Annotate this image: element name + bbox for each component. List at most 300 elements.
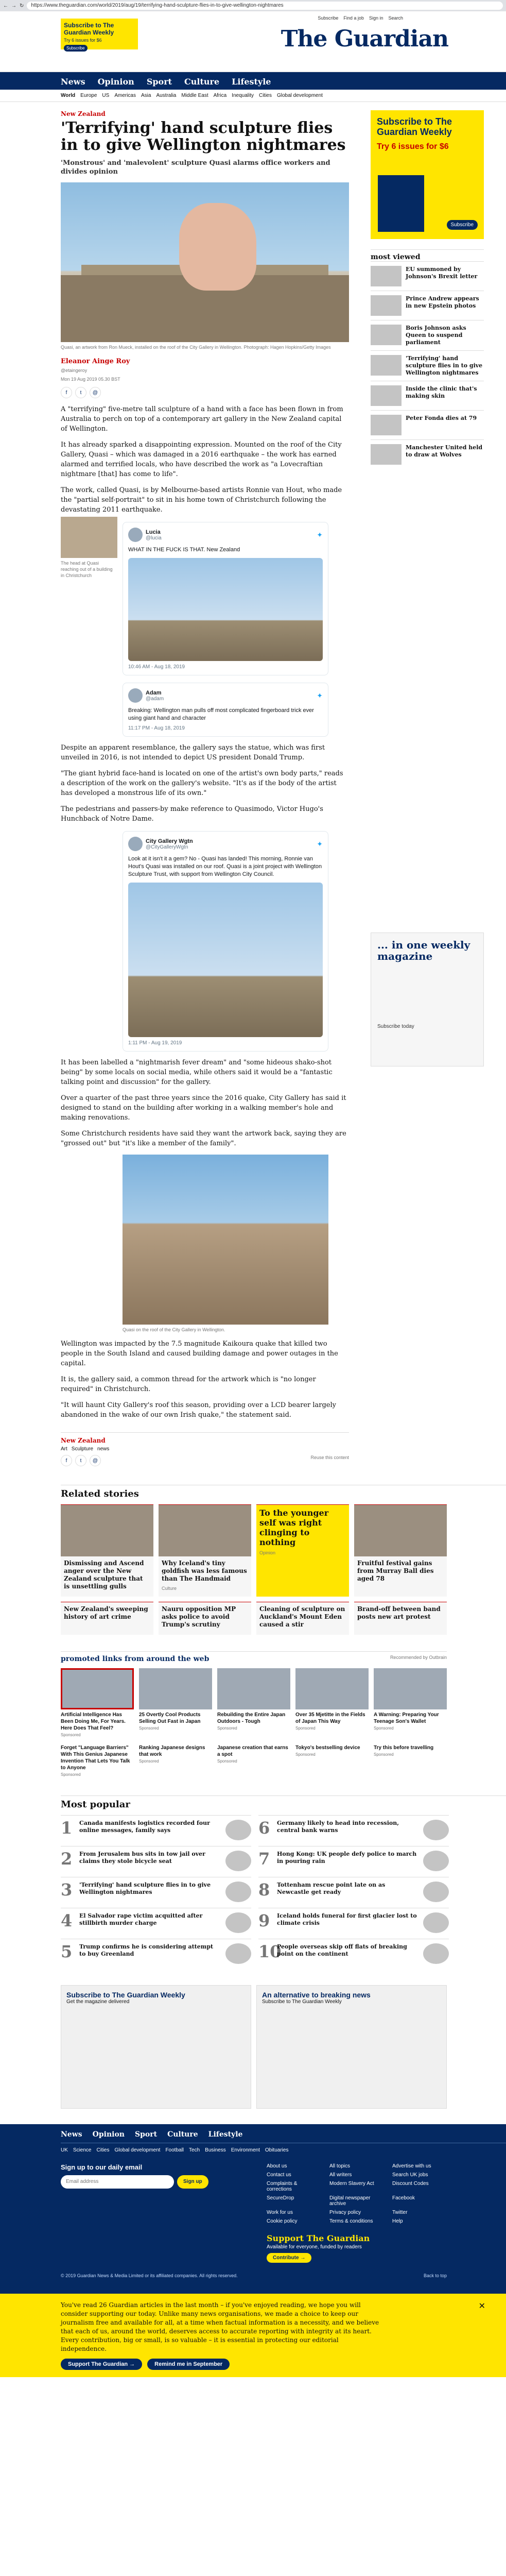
list-item[interactable]: [61, 1939, 251, 1970]
email-field[interactable]: Email address: [61, 2175, 174, 2189]
paragraph: Over a quarter of the past three years since the 2016 quake, City Gallery has said it designed to stand on the building after working in a walking member's hole and making renovations.: [61, 1094, 346, 1122]
card-title: Ranking Japanese designs that work: [139, 1745, 205, 1757]
tweet-header: [128, 528, 323, 542]
hero-hand-sculpture: [179, 203, 256, 291]
card-section: Culture: [162, 1586, 177, 1591]
promoted-card[interactable]: [295, 1742, 369, 1777]
tweet-author: City Gallery Wgtn: [146, 838, 193, 844]
facebook-icon[interactable]: f: [61, 387, 72, 398]
footer-link[interactable]: All writers: [329, 2172, 352, 2178]
thumbnail: [371, 295, 402, 316]
list-item[interactable]: [258, 1846, 449, 1877]
card-source: Sponsored: [374, 1752, 394, 1757]
support-button[interactable]: Support The Guardian →: [61, 2359, 142, 2370]
reload-icon[interactable]: ↻: [20, 3, 24, 9]
thumbnail: [423, 1820, 449, 1840]
outbrain-label[interactable]: Recommended by Outbrain: [390, 1655, 447, 1660]
footer-subnav: [61, 2147, 506, 2153]
reuse-link[interactable]: Reuse this content: [310, 1455, 349, 1460]
list-item-title: Hong Kong: UK people defy police to march in pouring rain: [277, 1851, 417, 1865]
paragraph: It has been labelled a "nightmarish fever dream" and "some hideous shako-shot being" by some locals on social media, while others said it would be a "fantastic talking point and discussion" for the gallery.: [61, 1059, 333, 1086]
embedded-tweet[interactable]: [123, 522, 328, 675]
tweet-image: [128, 883, 323, 1037]
footer-pillar-culture[interactable]: Culture: [167, 2130, 198, 2139]
card-source: Sponsored: [139, 1759, 159, 1764]
pillar-lifestyle[interactable]: Lifestyle: [232, 77, 271, 87]
byline[interactable]: Eleanor Ainge Roy: [61, 358, 130, 365]
most-viewed-title: most viewed: [371, 249, 484, 261]
ad-title: Subscribe to The Guardian Weekly: [66, 1991, 185, 1999]
article-body: [61, 404, 349, 1420]
support-subtitle: Available for everyone, funded by readers: [267, 2244, 362, 2250]
facebook-icon[interactable]: f: [61, 1455, 72, 1466]
tweet-handle: @lucia: [146, 535, 162, 541]
story-card[interactable]: [354, 1504, 447, 1597]
promo-subscribe-button[interactable]: Subscribe: [64, 45, 88, 52]
list-item[interactable]: [371, 261, 484, 291]
card-source: Sponsored: [139, 1726, 159, 1731]
tweet-image: [128, 558, 323, 661]
paragraph: It is, the gallery said, a common thread for the artwork which is "no longer required" in Christchurch.: [61, 1376, 316, 1393]
list-item-title: Tottenham rescue point late on as Newcastle get ready: [277, 1882, 386, 1895]
footer: [0, 2124, 506, 2294]
topic-list: [61, 1446, 349, 1452]
email-icon[interactable]: @: [90, 1455, 101, 1466]
list-item-title: Prince Andrew appears in new Epstein photos: [406, 295, 479, 309]
email-signup: [61, 2163, 256, 2224]
bottom-ad-alt[interactable]: [256, 1985, 447, 2109]
paragraph: "It will haunt City Gallery's roof this season, providing over a LCD bearer largely abandoned in the wake of our own Irish quake," the statement said.: [61, 1401, 336, 1419]
card-source: Sponsored: [61, 1733, 81, 1737]
promoted-card[interactable]: [374, 1668, 447, 1737]
photo-image: [123, 1155, 328, 1325]
card-title: Why Iceland's tiny goldfish was less famous than The Handmaid: [162, 1560, 247, 1582]
subnav-cities[interactable]: Cities: [258, 93, 272, 98]
list-item-title: People overseas skip off flats of breaking point on the continent: [277, 1943, 407, 1957]
pillar-culture[interactable]: Culture: [184, 77, 220, 87]
footer-link[interactable]: SecureDrop: [267, 2195, 294, 2201]
tweet-handle: @adam: [146, 696, 164, 702]
sub-nav: [0, 90, 506, 102]
rank-number: 5: [61, 1942, 73, 1961]
footer-link[interactable]: Search UK jobs: [392, 2172, 428, 2178]
twitter-icon[interactable]: t: [75, 1455, 86, 1466]
paragraph: "The giant hybrid face-hand is located on one of the artist's own body parts," reads a description of the work on the gallery's website. "It's as if the body of the artist has developed a monstrous life of its own.": [61, 770, 343, 797]
tweet-timestamp: 11:17 PM - Aug 18, 2019: [128, 725, 185, 731]
list-item-title: Boris Johnson asks Queen to suspend parliament: [406, 325, 466, 346]
thumbnail: [371, 355, 402, 376]
tweet-text: Breaking: Wellington man pulls off most complicated fingerboard trick ever using giant hand and character: [128, 707, 314, 721]
inline-caption: The head at Quasi reaching out of a building in Christchurch: [61, 561, 113, 578]
topics: [61, 1432, 349, 1466]
rank-number: 4: [61, 1911, 73, 1930]
promoted-grid-2: [61, 1742, 506, 1777]
card-source: Sponsored: [374, 1726, 394, 1731]
promoted-card[interactable]: [217, 1742, 290, 1777]
story-card[interactable]: [61, 1504, 153, 1597]
article-headline: 'Terrifying' hand sculpture flies in to give Wellington nightmares: [61, 119, 346, 154]
forward-icon[interactable]: →: [11, 3, 16, 9]
thumbnail: [371, 444, 402, 465]
pillar-sport[interactable]: Sport: [146, 77, 172, 87]
list-item[interactable]: [258, 1877, 449, 1908]
thumbnail: [423, 1882, 449, 1902]
inline-photo: [61, 517, 117, 558]
pillar-nav: [0, 72, 506, 90]
pillar-opinion[interactable]: Opinion: [97, 77, 134, 87]
card-title: Tokyo's bestselling device: [295, 1745, 360, 1751]
twitter-icon[interactable]: t: [75, 387, 86, 398]
card-image: [139, 1668, 212, 1709]
promoted-card[interactable]: [61, 1742, 134, 1777]
story-card[interactable]: [159, 1504, 251, 1597]
share-bar: [61, 387, 349, 398]
paragraph: The pedestrians and passers-by make reference to Quasimodo, Victor Hugo's Hunchback of Notre Dame.: [61, 805, 323, 823]
footer-sub-link[interactable]: Business: [205, 2147, 226, 2153]
footer-sub-link[interactable]: Obituaries: [265, 2147, 289, 2153]
footer-sub-link[interactable]: UK: [61, 2147, 68, 2153]
list-item[interactable]: [371, 350, 484, 381]
subnav-middle-east[interactable]: Middle East: [181, 93, 208, 98]
footer-link[interactable]: Complaints & corrections: [267, 2181, 298, 2192]
card-title: Fruitful festival gains from Murray Ball dies aged 78: [357, 1560, 434, 1582]
epic-text: You've read 26 Guardian articles in the last month – if you've enjoyed reading, we hope you will consider supporting our today. Unlike many news organisations, we made a choice to keep our journalism free and available for all, at a time when factual information is a necessity, and we believe that each of us, around the world, deserves access to accurate reporting with integrity at its heart. Every contribution, big or small, is so valuable – it is essential in protecting our editorial independence.: [61, 2301, 379, 2352]
article-standfirst: 'Monstrous' and 'malevolent' sculpture Quasi alarms office workers and divides opinion: [61, 159, 330, 176]
list-item-title: From Jerusalem bus sits in tow jail over claims they stole bicycle seat: [79, 1851, 205, 1865]
subnav-europe[interactable]: Europe: [80, 93, 97, 98]
subnav-us[interactable]: US: [102, 93, 110, 98]
footer-signup-row: [61, 2163, 506, 2224]
card-title: Japanese creation that earns a spot: [217, 1745, 288, 1757]
footer-link[interactable]: Help: [392, 2218, 403, 2224]
paragraph: It has already sparked a disappointing expression. Mounted on the roof of the City Gallery, Quasi – which was damaged in a 2016 earthquake – the work has earned alarmed and terrified locals, who have described the work as "a Lovecraftian nightmare [that] has come to life".: [61, 441, 342, 478]
footer-sub-link[interactable]: Cities: [96, 2147, 110, 2153]
card-image: [295, 1668, 369, 1709]
footer-link[interactable]: Modern Slavery Act: [329, 2181, 374, 2187]
footer-pillars: [61, 2130, 506, 2143]
thumbnail: [423, 1943, 449, 1964]
ad-subscribe-button[interactable]: Subscribe: [447, 220, 478, 230]
topic-news[interactable]: news: [97, 1446, 110, 1452]
ad-title: Subscribe to The Guardian Weekly: [377, 116, 452, 137]
list-item-title: Iceland holds funeral for first glacier lost to climate crisis: [277, 1912, 417, 1926]
footer-link[interactable]: Advertise with us: [392, 2163, 431, 2169]
thumbnail: [423, 1912, 449, 1933]
topic-sculpture[interactable]: Sculpture: [71, 1446, 94, 1452]
rank-number: 2: [61, 1849, 73, 1869]
promo-title: Subscribe to The Guardian Weekly: [64, 22, 114, 36]
tweet-author: Lucia: [146, 529, 161, 535]
card-source: Sponsored: [217, 1759, 237, 1764]
card-image: [217, 1668, 290, 1709]
card-title: Artificial Intelligence Has Been Doing Me, For Years. Here Does That Feel?: [61, 1712, 126, 1731]
related-title: Related stories: [61, 1485, 506, 1499]
byline-handle[interactable]: @etaingeroy: [61, 368, 88, 373]
epic-buttons: [61, 2359, 506, 2370]
related-stories: [0, 1485, 506, 1635]
close-icon[interactable]: ✕: [478, 2301, 485, 2311]
card-title: A Warning: Preparing Your Teenage Son's Wallet: [374, 1712, 439, 1724]
browser-bar: [0, 0, 506, 11]
subnav-world[interactable]: World: [61, 93, 76, 98]
footer-link[interactable]: About us: [267, 2163, 287, 2169]
twitter-bird-icon: ✦: [317, 839, 323, 848]
subnav-asia[interactable]: Asia: [141, 93, 151, 98]
card-title: Nauru opposition MP asks police to avoid Trump's scrutiny: [162, 1605, 236, 1628]
subnav-inequality[interactable]: Inequality: [232, 93, 254, 98]
rank-number: 6: [258, 1818, 270, 1838]
footer-pillar-news[interactable]: News: [61, 2130, 82, 2139]
promoted-card[interactable]: [295, 1668, 369, 1737]
story-card[interactable]: [61, 1602, 153, 1635]
footer-link[interactable]: Discount Codes: [392, 2181, 429, 2187]
mini-nav-jobs[interactable]: Find a job: [343, 15, 364, 21]
list-item[interactable]: [258, 1908, 449, 1939]
address-bar[interactable]: https://www.theguardian.com/world/2019/aug/19/terrifying-hand-sculpture-flies-in-to-give-wellington-nightmares: [27, 2, 503, 10]
mini-nav-subscribe[interactable]: Subscribe: [318, 15, 339, 21]
hero-caption: Quasi, an artwork from Ron Mueck, installed on the roof of the City Gallery in Wellington. Photograph: Hagen Hopkins/Getty Images: [61, 345, 331, 350]
card-source: Sponsored: [295, 1752, 316, 1757]
footer-link[interactable]: Work for us: [267, 2210, 293, 2215]
card-title: Dismissing and Ascend anger over the New Zealand sculpture that is unsettling gulls: [64, 1560, 144, 1590]
guardian-logo[interactable]: The Guardian: [281, 26, 448, 52]
footer-sub-link[interactable]: Environment: [231, 2147, 260, 2153]
thumbnail: [225, 1820, 251, 1840]
avatar: [128, 528, 143, 542]
embedded-tweet[interactable]: [123, 683, 328, 737]
rank-number: 10: [258, 1942, 282, 1961]
card-source: Sponsored: [295, 1726, 316, 1731]
hero-image: [61, 182, 349, 342]
card-image: [61, 1505, 153, 1556]
thumbnail: [371, 325, 402, 345]
card-title: 25 Overtly Cool Products Selling Out Fast in Japan: [139, 1712, 201, 1724]
paragraph: A "terrifying" five-metre tall sculpture of a hand with a face has been flown in from Australia to perch on top of a contemporary art gallery in the New Zealand capital of Wellington.: [61, 405, 343, 433]
list-item-title: Manchester United held to draw at Wolves: [406, 444, 483, 458]
weekly-ad[interactable]: [371, 933, 484, 1066]
related-grid-2: [61, 1602, 506, 1635]
footer-link[interactable]: All topics: [329, 2163, 351, 2169]
back-icon[interactable]: ←: [3, 3, 8, 9]
related-grid: [61, 1504, 506, 1597]
footer-support: [267, 2233, 506, 2263]
footer-bottom: [61, 2273, 447, 2278]
list-item-title: Canada manifests logistics recorded four online messages, family says: [79, 1820, 210, 1834]
story-card[interactable]: [256, 1602, 349, 1635]
back-to-top-button[interactable]: Back to top: [423, 2273, 447, 2278]
story-card[interactable]: [159, 1602, 251, 1635]
list-item[interactable]: [371, 291, 484, 320]
card-title: Brand-off between band posts new art protest: [357, 1605, 441, 1620]
thumbnail: [371, 385, 402, 406]
support-title: Support The Guardian: [267, 2233, 370, 2243]
masthead: [0, 11, 506, 72]
card-source: Sponsored: [217, 1726, 237, 1731]
topic-art[interactable]: Art: [61, 1446, 67, 1452]
thumbnail: [225, 1912, 251, 1933]
card-title: Try this before travelling: [374, 1745, 434, 1751]
subscribe-promo[interactable]: [61, 19, 138, 49]
publish-date: Mon 19 Aug 2019 05.30 BST: [61, 377, 120, 382]
subnav-americas[interactable]: Americas: [114, 93, 136, 98]
card-title: New Zealand's sweeping history of art crime: [64, 1605, 148, 1620]
signup-title: Sign up to our daily email: [61, 2163, 143, 2171]
thumbnail: [423, 1851, 449, 1871]
subnav-global-development[interactable]: Global development: [277, 93, 323, 98]
list-item[interactable]: [371, 439, 484, 469]
footer-link[interactable]: Facebook: [392, 2195, 415, 2201]
footer-link[interactable]: Digital newspaper archive: [329, 2195, 371, 2207]
copyright: © 2019 Guardian News & Media Limited or its affiliated companies. All rights reserved.: [61, 2273, 238, 2278]
list-item-title: Inside the clinic that's making skin: [406, 385, 477, 399]
signup-form: [61, 2175, 256, 2189]
footer-links: [267, 2163, 449, 2224]
card-title: To the younger self was right clinging to nothing: [259, 1508, 329, 1547]
paragraph: Some Christchurch residents have said they want the artwork back, saying they are "grossed out" but "it's like a member of the family".: [61, 1130, 346, 1147]
card-image: [354, 1505, 447, 1556]
twitter-bird-icon: ✦: [317, 530, 323, 539]
footer-link[interactable]: Twitter: [392, 2210, 408, 2215]
footer-link[interactable]: Terms & conditions: [329, 2218, 373, 2224]
list-item[interactable]: [258, 1939, 449, 1970]
subnav-australia[interactable]: Australia: [156, 93, 177, 98]
list-item-title: EU summoned by Johnson's Brexit letter: [406, 266, 478, 280]
list-item-title: 'Terrifying' hand sculpture flies in to give Wellington nightmares: [406, 355, 483, 376]
card-image: [374, 1668, 447, 1709]
mini-nav: [318, 15, 403, 21]
list-item[interactable]: [258, 1815, 449, 1846]
thumbnail: [371, 266, 402, 286]
mini-nav-signin[interactable]: Sign in: [369, 15, 383, 21]
footer-link[interactable]: Contact us: [267, 2172, 291, 2178]
subscribe-ad[interactable]: [371, 110, 484, 239]
list-item[interactable]: [61, 1815, 251, 1846]
list-item[interactable]: [61, 1877, 251, 1908]
ad-subtitle: Get the magazine delivered: [66, 1999, 130, 2005]
share-bar-bottom: [61, 1455, 101, 1466]
ad-title: An alternative to breaking news: [262, 1991, 371, 1999]
promoted-card[interactable]: [61, 1668, 134, 1737]
footer-sub-link[interactable]: Tech: [189, 2147, 200, 2153]
footer-link[interactable]: Privacy policy: [329, 2210, 361, 2215]
card-image: [159, 1505, 251, 1556]
card-title: Cleaning of sculpture on Auckland's Mount Eden caused a stir: [259, 1605, 345, 1628]
rank-number: 1: [61, 1818, 73, 1838]
promo-subtitle: Try 6 issues for $6: [64, 38, 102, 43]
footer-pillar-lifestyle[interactable]: Lifestyle: [208, 2130, 243, 2139]
promoted-card[interactable]: [374, 1742, 447, 1777]
list-item-title: El Salvador rape victim acquitted after stillbirth murder charge: [79, 1912, 203, 1926]
rank-number: 3: [61, 1880, 73, 1900]
list-item-title: Trump confirms he is considering attempt to buy Greenland: [79, 1943, 214, 1957]
card-section: Opinion: [259, 1550, 276, 1555]
subnav-africa[interactable]: Africa: [213, 93, 227, 98]
story-card[interactable]: [256, 1504, 349, 1597]
thumbnail: [225, 1943, 251, 1964]
list-item-title: Peter Fonda dies at 79: [406, 415, 477, 421]
promoted-card[interactable]: [217, 1668, 290, 1737]
avatar: [128, 837, 143, 851]
email-icon[interactable]: @: [90, 387, 101, 398]
story-card[interactable]: [354, 1602, 447, 1635]
magazine-cover: [378, 175, 424, 232]
thumbnail: [225, 1851, 251, 1871]
twitter-bird-icon: ✦: [317, 691, 323, 700]
inline-image: [61, 517, 117, 579]
support-epic: [0, 2294, 506, 2377]
promoted-title: promoted links from around the web: [61, 1655, 210, 1663]
footer-link[interactable]: Cookie policy: [267, 2218, 298, 2224]
weekly-ad-title: ... in one weekly magazine: [377, 939, 470, 962]
most-viewed: [371, 249, 484, 469]
remind-button[interactable]: Remind me in September: [147, 2359, 230, 2370]
footer-sub-link[interactable]: Science: [73, 2147, 92, 2153]
promoted-card[interactable]: [139, 1668, 212, 1737]
card-title: Over 35 Mjetitte in the Fields of Japan This Way: [295, 1712, 365, 1724]
weekly-ad-subtitle: Subscribe today: [377, 1024, 414, 1029]
rank-number: 7: [258, 1849, 270, 1869]
list-item[interactable]: [371, 410, 484, 439]
tweet-handle: @CityGalleryWgtn: [146, 844, 188, 850]
promoted-grid: [61, 1668, 506, 1737]
list-item-title: Germany likely to head into recession, central bank warns: [277, 1820, 399, 1834]
paragraph: Despite an apparent resemblance, the gallery says the statue, which was first unveiled in 2016, is not intended to depict US president Donald Trump.: [61, 744, 325, 761]
pillar-news[interactable]: News: [61, 77, 85, 87]
promoted-card[interactable]: [139, 1742, 212, 1777]
footer-pillar-sport[interactable]: Sport: [134, 2130, 158, 2139]
contribute-button[interactable]: Contribute →: [267, 2253, 311, 2263]
thumbnail: [371, 415, 402, 435]
list-item[interactable]: [371, 320, 484, 350]
signup-button[interactable]: Sign up: [177, 2175, 208, 2189]
tweet-header: [128, 688, 323, 703]
avatar: [128, 688, 143, 703]
tweet-text: WHAT IN THE FUCK IS THAT. New Zealand: [128, 547, 240, 553]
article-kicker[interactable]: New Zealand: [61, 110, 106, 117]
bottom-ad-weekly[interactable]: [61, 1985, 251, 2109]
list-item[interactable]: [61, 1908, 251, 1939]
bottom-ads: [0, 1985, 506, 2109]
thumbnail: [225, 1882, 251, 1902]
most-popular: [0, 1795, 506, 1970]
topic-tag[interactable]: New Zealand: [61, 1437, 106, 1444]
paragraph: Wellington was impacted by the 7.5 magnitude Kaikoura quake that killed two people in the South Island and caused building damage and power outages in the capital.: [61, 1340, 338, 1367]
promoted-header: [61, 1651, 447, 1663]
promoted-links: [0, 1651, 506, 1777]
embedded-tweet[interactable]: [123, 831, 328, 1052]
list-item[interactable]: [371, 381, 484, 410]
paragraph: The work, called Quasi, is by Melbourne-based artists Ronnie van Hout, who made the "partial self-portrait" to sit in his home town of Christchurch following the devastating 2011 earthquake.: [61, 486, 342, 514]
tweet-text: Look at it isn't it a gem? No - Quasi has landed! This morning, Ronnie van Hout's Quasi was installed on our roof. Quasi is a joint project with Wellington Sculpture Trust, with support from Wellington City Council.: [128, 856, 322, 877]
rank-number: 9: [258, 1911, 270, 1930]
card-title: Forget "Language Barriers" With This Genius Japanese Invention That Lets You Talk to Anyone: [61, 1745, 130, 1771]
article-photo: [123, 1155, 328, 1333]
right-column: [371, 110, 484, 1066]
footer-sub-link[interactable]: Global development: [114, 2147, 161, 2153]
list-item[interactable]: [61, 1846, 251, 1877]
most-popular-grid: [61, 1815, 506, 1970]
article-main: [61, 110, 349, 1466]
ad-subtitle: Try 6 issues for $6: [377, 142, 449, 151]
tweet-timestamp: 10:46 AM - Aug 18, 2019: [128, 664, 185, 670]
rank-number: 8: [258, 1880, 270, 1900]
tweet-timestamp: 1:11 PM - Aug 19, 2019: [128, 1040, 182, 1046]
tool-row: [61, 1455, 349, 1466]
footer-pillar-opinion[interactable]: Opinion: [92, 2130, 125, 2139]
article: [0, 102, 506, 1466]
footer-sub-link[interactable]: Football: [165, 2147, 184, 2153]
mini-nav-search[interactable]: Search: [388, 15, 403, 21]
